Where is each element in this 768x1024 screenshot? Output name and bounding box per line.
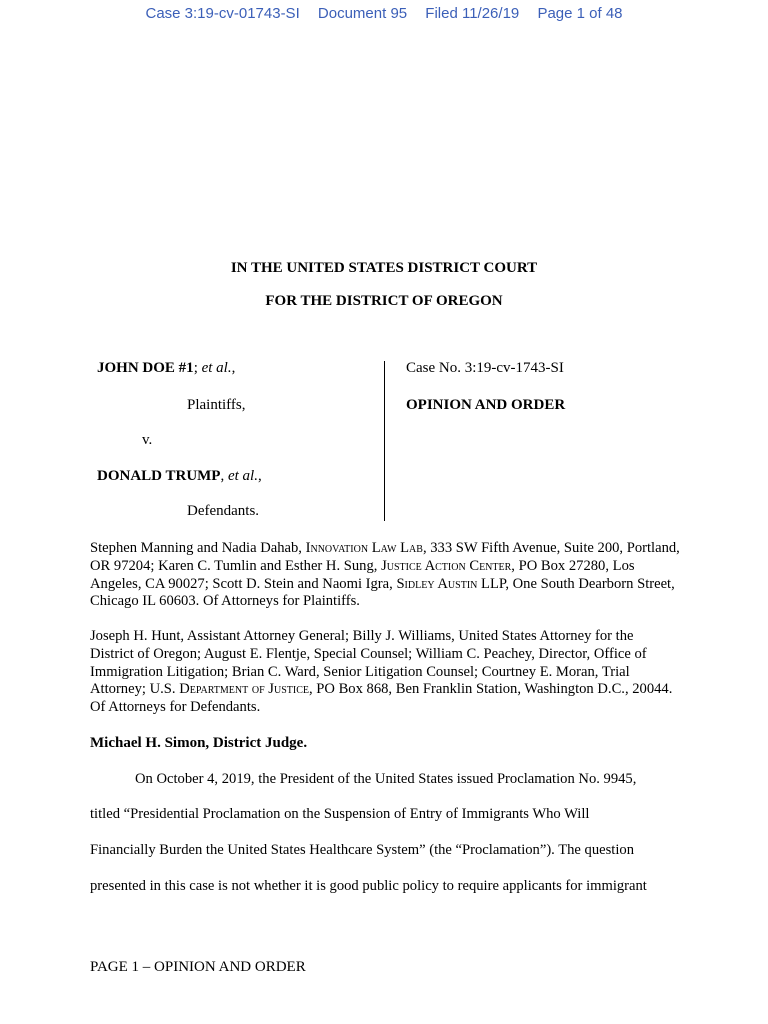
body-line-4: presented in this case is not whether it is good public policy to require applicants for immigrant xyxy=(90,878,647,894)
org-sidley-austin: Sidley Austin xyxy=(396,575,478,592)
body-line-2: titled “Presidential Proclamation on the Suspension of Entry of Immigrants Who Will xyxy=(90,806,590,822)
defendant-attorneys xyxy=(90,628,680,717)
defendant-et-al: et al. xyxy=(227,468,258,484)
plaintiff-attorneys-text-3: , PO Box 27280, Los Angeles, CA 90027; Scott D. Stein and Naomi Igra, xyxy=(90,557,635,592)
plaintiffs-label: Plaintiffs, xyxy=(187,397,246,413)
page-footer: PAGE 1 – OPINION AND ORDER xyxy=(90,959,306,975)
plaintiff-attorneys-text-4: LLP, One South Dearborn Street, Chicago IL 60603. Of Attorneys for Plaintiffs. xyxy=(90,575,675,610)
plaintiff-attorneys-text-1: Stephen Manning and Nadia Dahab, xyxy=(90,540,306,556)
court-name: IN THE UNITED STATES DISTRICT COURT xyxy=(230,260,538,276)
plaintiff-caption xyxy=(97,360,235,377)
ecf-header xyxy=(0,5,768,22)
plaintiff-trailing: , xyxy=(231,360,236,376)
org-justice-action-center: Justice Action Center xyxy=(381,557,512,574)
defendant-name: DONALD TRUMP xyxy=(97,468,221,484)
defendant-trailing: , xyxy=(257,468,262,484)
body-line-3: Financially Burden the United States Healthcare System” (the “Proclamation”). The question xyxy=(90,842,635,858)
judge-line: Michael H. Simon, District Judge. xyxy=(90,735,308,751)
page-count-header: Page 1 of 48 xyxy=(537,5,623,22)
plaintiff-separator: ; xyxy=(193,360,202,376)
plaintiff-attorneys xyxy=(90,540,680,611)
defendants-label: Defendants. xyxy=(187,503,260,519)
versus-label: v. xyxy=(142,432,153,448)
body-line-1: On October 4, 2019, the President of the United States issued Proclamation No. 9945, xyxy=(135,771,637,787)
defendant-caption xyxy=(97,468,262,485)
plaintiff-et-al: et al. xyxy=(201,360,232,376)
org-department-of-justice: Department of Justice xyxy=(179,681,309,698)
org-innovation-law-lab: Innovation Law Lab xyxy=(305,540,423,556)
case-number-header: Case 3:19-cv-01743-SI xyxy=(145,5,300,22)
document-number-header: Document 95 xyxy=(317,5,408,22)
defendant-attorneys-text-1: Joseph H. Hunt, Assistant Attorney General; Billy J. Williams, United States Attorney for the District of Oregon; August E. Flentje, Special Counsel; William C. Peachey, Director, Office of Immigration Litigation; Brian C. Ward, Senior Litigation Counsel; Courtney E. Moran, Trial Attorney; U.S. xyxy=(90,628,647,698)
defendant-attorneys-text-2: , PO Box 868, Ben Franklin Station, Washington D.C., 20044. Of Attorneys for Defendants. xyxy=(90,681,673,716)
filed-date-header: Filed 11/26/19 xyxy=(425,5,520,22)
court-district: FOR THE DISTRICT OF OREGON xyxy=(265,293,503,309)
case-number: Case No. 3:19-cv-1743-SI xyxy=(406,360,564,376)
defendant-separator: , xyxy=(220,468,228,484)
plaintiff-attorneys-text-2: , 333 SW Fifth Avenue, Suite 200, Portland, OR 97204; Karen C. Tumlin and Esther H. Sung, xyxy=(90,540,680,574)
document-title: OPINION AND ORDER xyxy=(406,397,566,413)
caption-divider xyxy=(384,361,385,521)
plaintiff-name: JOHN DOE #1 xyxy=(97,360,194,376)
